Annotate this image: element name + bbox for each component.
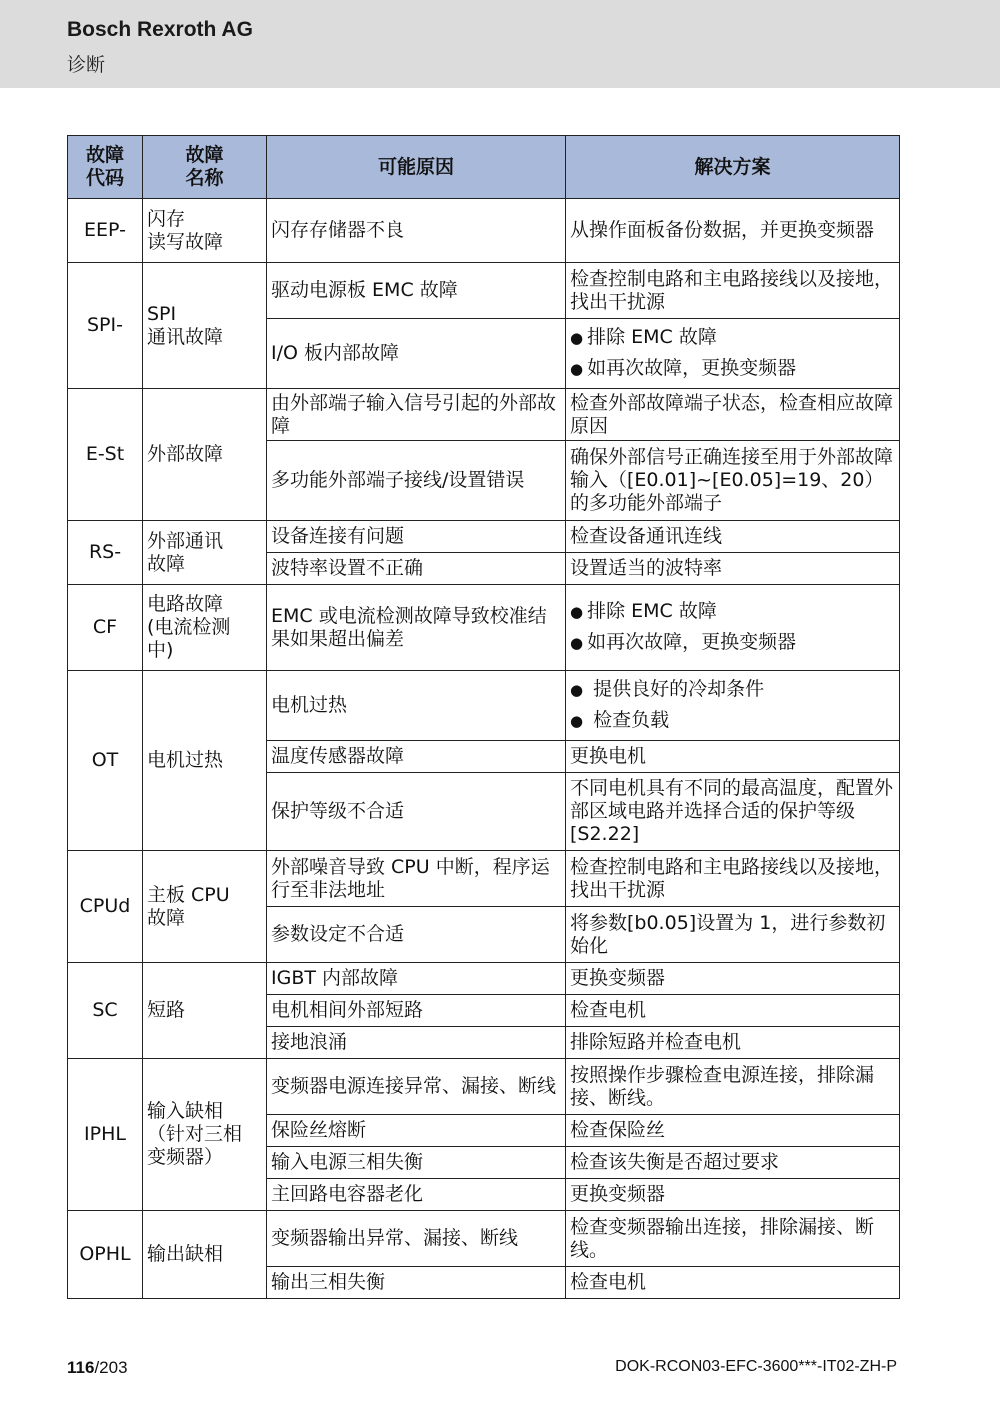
- table-row: [68, 263, 900, 319]
- fault-cause: 变频器电源连接异常、漏接、断线: [267, 1059, 566, 1115]
- fault-cause: 保护等级不合适: [267, 773, 566, 851]
- fault-cause: 电机过热: [267, 671, 566, 741]
- page-header: [0, 0, 1000, 88]
- fault-cause: 输入电源三相失衡: [267, 1147, 566, 1179]
- fault-solution: [566, 671, 900, 741]
- fault-solution: 检查变频器输出连接，排除漏接、断线。: [566, 1211, 900, 1267]
- fault-solution: 检查电机: [566, 1267, 900, 1299]
- header-cause: 可能原因: [267, 136, 566, 199]
- fault-cause: 变频器输出异常、漏接、断线: [267, 1211, 566, 1267]
- page-total: /203: [94, 1358, 128, 1377]
- table-row: [68, 1059, 900, 1115]
- fault-code: RS-: [68, 521, 143, 585]
- fault-solution: 检查设备通讯连线: [566, 521, 900, 553]
- solution-bullet: ● 如再次故障，更换变频器: [570, 357, 895, 381]
- fault-cause: IGBT 内部故障: [267, 963, 566, 995]
- header-name: 故障 名称: [143, 136, 267, 199]
- fault-cause: 输出三相失衡: [267, 1267, 566, 1299]
- fault-solution: 更换变频器: [566, 963, 900, 995]
- document-id: DOK-RCON03-EFC-3600***-IT02-ZH-P: [615, 1358, 897, 1375]
- fault-solution: 更换电机: [566, 741, 900, 773]
- fault-code: EEP-: [68, 199, 143, 263]
- company-name: Bosch Rexroth AG: [67, 18, 253, 41]
- table-row: [68, 585, 900, 671]
- fault-name: 外部故障: [143, 389, 267, 521]
- fault-cause: 接地浪涌: [267, 1027, 566, 1059]
- fault-code: SC: [68, 963, 143, 1059]
- table-header-row: [68, 136, 900, 199]
- fault-code: OPHL: [68, 1211, 143, 1299]
- fault-solution: 确保外部信号正确连接至用于外部故障输入（[E0.01]~[E0.05]=19、20）的多功能外部端子: [566, 441, 900, 521]
- fault-cause: I/O 板内部故障: [267, 319, 566, 389]
- fault-cause: 温度传感器故障: [267, 741, 566, 773]
- solution-bullet: ● 如再次故障，更换变频器: [570, 631, 895, 655]
- fault-name: 外部通讯 故障: [143, 521, 267, 585]
- page-number: [67, 1358, 128, 1378]
- fault-name: 输出缺相: [143, 1211, 267, 1299]
- fault-cause: 电机相间外部短路: [267, 995, 566, 1027]
- fault-solution: 设置适当的波特率: [566, 553, 900, 585]
- fault-table: [67, 135, 900, 1299]
- fault-cause: EMC 或电流检测故障导致校准结果如果超出偏差: [267, 585, 566, 671]
- table-row: [68, 851, 900, 907]
- table-row: [68, 389, 900, 441]
- fault-table-body: [68, 199, 900, 1299]
- fault-cause: 保险丝熔断: [267, 1115, 566, 1147]
- fault-code: IPHL: [68, 1059, 143, 1211]
- fault-solution: 检查电机: [566, 995, 900, 1027]
- fault-code: E-St: [68, 389, 143, 521]
- fault-solution: 更换变频器: [566, 1179, 900, 1211]
- fault-cause: 设备连接有问题: [267, 521, 566, 553]
- solution-bullet-list: [570, 600, 895, 655]
- fault-name: 短路: [143, 963, 267, 1059]
- fault-name: 电路故障 (电流检测 中): [143, 585, 267, 671]
- solution-bullet: ● 提供良好的冷却条件: [570, 678, 895, 702]
- section-title: 诊断: [67, 54, 106, 76]
- fault-cause: 由外部端子输入信号引起的外部故障: [267, 389, 566, 441]
- fault-solution: 不同电机具有不同的最高温度，配置外部区域电路并选择合适的保护等级[S2.22]: [566, 773, 900, 851]
- fault-solution: 检查外部故障端子状态，检查相应故障原因: [566, 389, 900, 441]
- fault-cause: 驱动电源板 EMC 故障: [267, 263, 566, 319]
- table-row: [68, 963, 900, 995]
- fault-code: SPI-: [68, 263, 143, 389]
- page-current: 116: [67, 1358, 95, 1377]
- fault-solution: 排除短路并检查电机: [566, 1027, 900, 1059]
- fault-cause: 闪存存储器不良: [267, 199, 566, 263]
- header-solution: 解决方案: [566, 136, 900, 199]
- fault-name: 电机过热: [143, 671, 267, 851]
- fault-solution: 检查保险丝: [566, 1115, 900, 1147]
- fault-solution: 按照操作步骤检查电源连接，排除漏接、断线。: [566, 1059, 900, 1115]
- solution-bullet: ● 检查负载: [570, 709, 895, 733]
- fault-cause: 波特率设置不正确: [267, 553, 566, 585]
- table-row: [68, 521, 900, 553]
- fault-solution: [566, 319, 900, 389]
- fault-cause: 多功能外部端子接线/设置错误: [267, 441, 566, 521]
- fault-name: SPI 通讯故障: [143, 263, 267, 389]
- fault-code: CF: [68, 585, 143, 671]
- fault-cause: 参数设定不合适: [267, 907, 566, 963]
- table-row: [68, 1211, 900, 1267]
- fault-solution: 将参数[b0.05]设置为 1，进行参数初始化: [566, 907, 900, 963]
- fault-name: 闪存 读写故障: [143, 199, 267, 263]
- fault-solution: 检查该失衡是否超过要求: [566, 1147, 900, 1179]
- table-row: [68, 199, 900, 263]
- fault-solution: 从操作面板备份数据，并更换变频器: [566, 199, 900, 263]
- solution-bullet: ● 排除 EMC 故障: [570, 600, 895, 624]
- fault-cause: 外部噪音导致 CPU 中断，程序运行至非法地址: [267, 851, 566, 907]
- solution-bullet-list: [570, 678, 895, 733]
- fault-solution: 检查控制电路和主电路接线以及接地，找出干扰源: [566, 851, 900, 907]
- table-row: [68, 671, 900, 741]
- fault-name: 输入缺相 （针对三相 变频器）: [143, 1059, 267, 1211]
- fault-name: 主板 CPU 故障: [143, 851, 267, 963]
- solution-bullet-list: [570, 326, 895, 381]
- fault-code: OT: [68, 671, 143, 851]
- header-code: 故障 代码: [68, 136, 143, 199]
- fault-solution: 检查控制电路和主电路接线以及接地，找出干扰源: [566, 263, 900, 319]
- fault-solution: [566, 585, 900, 671]
- solution-bullet: ● 排除 EMC 故障: [570, 326, 895, 350]
- fault-cause: 主回路电容器老化: [267, 1179, 566, 1211]
- fault-code: CPUd: [68, 851, 143, 963]
